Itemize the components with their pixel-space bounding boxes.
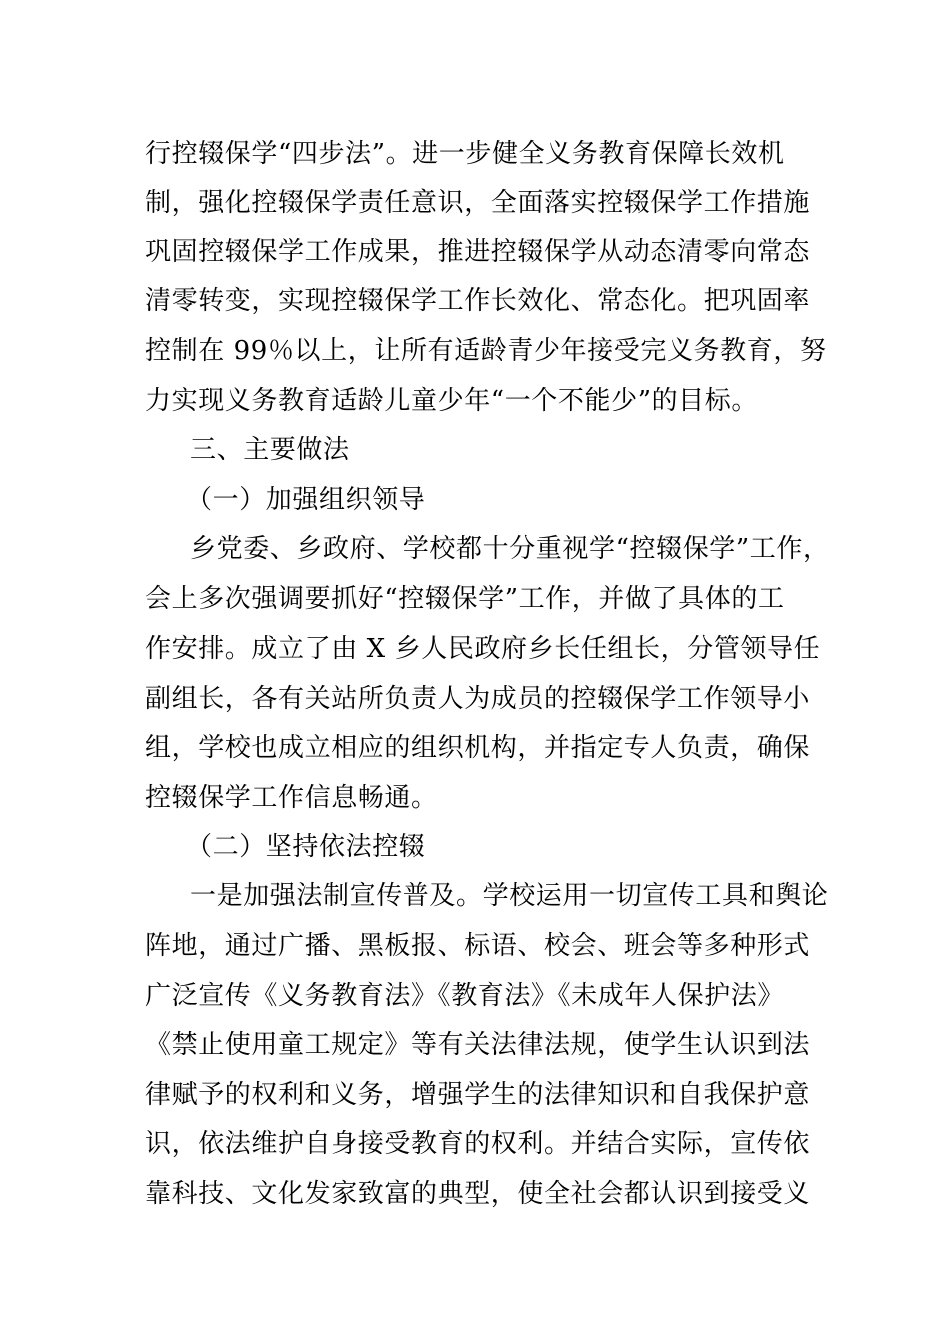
section-heading: 三、主要做法	[190, 435, 350, 465]
body-text-line: 巩固控辍保学工作成果，推进控辍保学从动态清零向常态	[145, 237, 811, 267]
body-text-line: 乡党委、乡政府、学校都十分重视学“控辍保学”工作，	[190, 534, 830, 564]
body-text-line: 识，依法维护自身接受教育的权利。并结合实际，宣传依	[145, 1129, 811, 1159]
body-text-line: 作安排。成立了由 X 乡人民政府乡长任组长，分管领导任	[145, 634, 821, 664]
body-text-line: 靠科技、文化发家致富的典型，使全社会都认识到接受义	[145, 1179, 811, 1209]
body-text-line: 《禁止使用童工规定》等有关法律法规，使学生认识到法	[145, 1030, 811, 1060]
body-text-line: 律赋予的权利和义务，增强学生的法律知识和自我保护意	[145, 1080, 811, 1110]
body-text-line: 副组长，各有关站所负责人为成员的控辍保学工作领导小	[145, 684, 811, 714]
body-text-line: 控辍保学工作信息畅通。	[145, 783, 438, 813]
body-text-line: 控制在 99％以上，让所有适龄青少年接受完义务教育，努	[145, 336, 827, 366]
body-text-line: 广泛宣传《义务教育法》《教育法》《未成年人保护法》	[145, 981, 785, 1011]
body-text-line: 一是加强法制宣传普及。学校运用一切宣传工具和舆论	[190, 881, 829, 911]
body-text-line: 阵地，通过广播、黑板报、标语、校会、班会等多种形式	[145, 931, 811, 961]
body-text-line: 组，学校也成立相应的组织机构，并指定专人负责，确保	[145, 733, 811, 763]
body-text-line: 清零转变，实现控辍保学工作长效化、常态化。把巩固率	[145, 286, 811, 316]
body-text-line: 制，强化控辍保学责任意识，全面落实控辍保学工作措施	[145, 188, 811, 218]
subsection-heading: （二）坚持依法控辍	[186, 832, 426, 862]
body-text-line: 行控辍保学“四步法”。进一步健全义务教育保障长效机	[145, 139, 785, 169]
subsection-heading: （一）加强组织领导	[186, 485, 426, 515]
body-text-line: 力实现义务教育适龄儿童少年“一个不能少”的目标。	[145, 386, 758, 416]
body-text-line: 会上多次强调要抓好“控辍保学”工作，并做了具体的工	[145, 584, 785, 614]
